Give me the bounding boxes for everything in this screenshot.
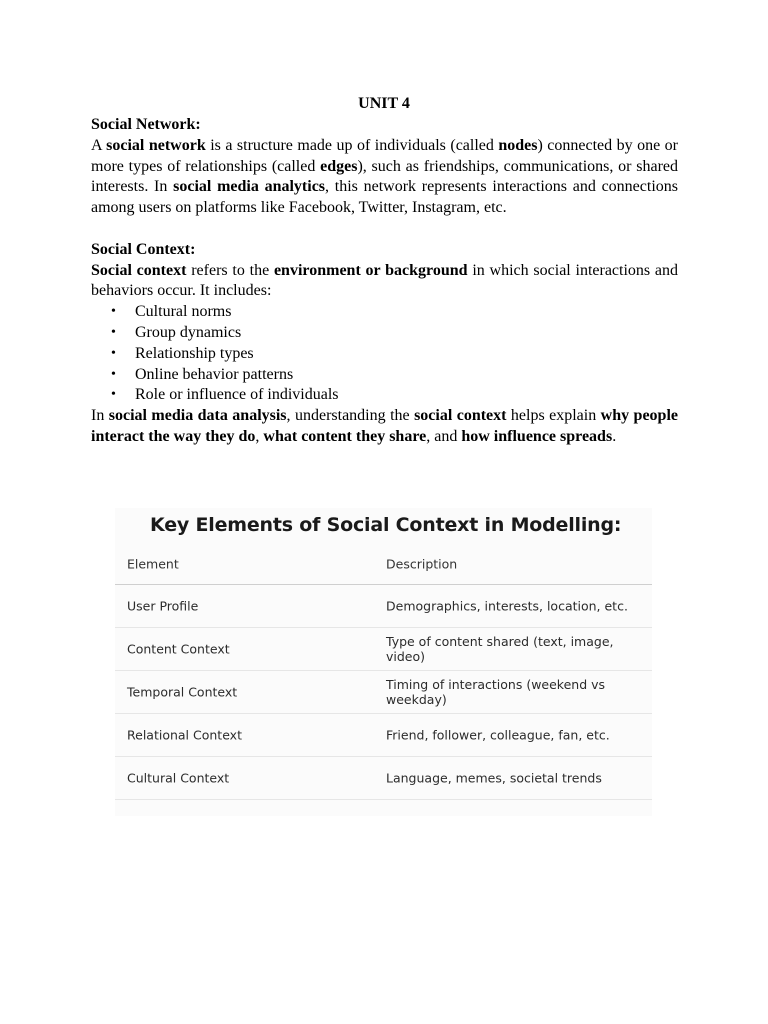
bullet-icon: •	[111, 366, 116, 382]
social-context-heading: Social Context:	[91, 240, 196, 258]
table-title: Key Elements of Social Context in Modelling:	[150, 514, 622, 536]
table-cell-description: Type of content shared (text, image, video)	[386, 634, 614, 664]
table-cell-element: User Profile	[127, 598, 199, 614]
paragraph-spacer	[91, 219, 678, 240]
table-row	[115, 757, 652, 800]
list-item-text: Group dynamics	[135, 323, 242, 341]
social-network-paragraph	[91, 136, 678, 219]
table-cell-element: Temporal Context	[127, 684, 238, 700]
bullet-icon: •	[111, 304, 116, 320]
text-run: , and	[426, 427, 462, 445]
text-run: is a structure made up of individuals (called	[205, 136, 499, 154]
text-run: in which social interactions and behaviors occur. It includes:	[91, 261, 679, 300]
bold-term: edges	[320, 157, 358, 175]
text-run: ), such as friendships, communications, or shared interests. In	[91, 157, 679, 196]
table-cell-description: Timing of interactions (weekend vs weekday)	[386, 677, 606, 707]
bullet-icon: •	[111, 324, 116, 340]
table-cell-element: Cultural Context	[127, 770, 230, 786]
bold-term: Social context	[91, 261, 187, 279]
body-text	[91, 115, 678, 448]
bold-term: environment or background	[273, 261, 468, 279]
text-run: ,	[255, 427, 264, 445]
bold-term: social media analytics	[173, 178, 326, 196]
table-cell-description: Friend, follower, colleague, fan, etc.	[386, 727, 610, 743]
text-run: A	[91, 136, 107, 154]
list-item	[91, 385, 678, 406]
bullet-icon: •	[111, 387, 116, 403]
column-header-description: Description	[386, 556, 458, 572]
social-network-heading: Social Network:	[91, 116, 201, 133]
table-row	[115, 585, 652, 628]
table-row	[115, 628, 652, 671]
bold-term: social media data analysis	[108, 407, 287, 425]
table-row	[115, 714, 652, 757]
text-run: In	[91, 407, 109, 425]
column-header-element: Element	[127, 556, 179, 572]
social-context-list	[91, 302, 678, 406]
list-item-text: Online behavior patterns	[135, 365, 294, 383]
bold-term: social context	[414, 407, 507, 425]
unit-title: UNIT 4	[358, 95, 410, 112]
bold-term: nodes	[498, 136, 538, 154]
list-item	[91, 365, 678, 386]
table-header-row	[115, 544, 652, 585]
bold-term: why people interact the way they do	[91, 407, 679, 445]
key-elements-table-image	[115, 508, 652, 816]
list-item	[91, 302, 678, 323]
bold-term: how influence spreads	[461, 427, 613, 445]
text-run: ) connected by one or more types of relationships (called	[91, 136, 679, 175]
list-item	[91, 344, 678, 365]
list-item-text: Role or influence of individuals	[135, 386, 339, 404]
key-elements-table	[115, 544, 652, 800]
social-context-intro	[91, 261, 678, 303]
table-row	[115, 671, 652, 714]
bold-term: social network	[106, 136, 206, 154]
list-item	[91, 323, 678, 344]
table-cell-description: Demographics, interests, location, etc.	[386, 598, 628, 614]
list-item-text: Cultural norms	[135, 303, 232, 321]
list-item-text: Relationship types	[135, 344, 254, 362]
table-cell-element: Content Context	[127, 641, 230, 657]
text-run: , understanding the	[286, 407, 415, 425]
table-cell-element: Relational Context	[127, 727, 242, 743]
text-run: , this network represents interactions and connections among users on platforms like Facebook, Twitter, Instagram, etc.	[91, 178, 678, 217]
text-run: helps explain	[506, 407, 601, 425]
bullet-icon: •	[111, 345, 116, 361]
social-context-closing	[91, 406, 678, 448]
text-run: .	[612, 427, 617, 445]
text-run: refers to the	[186, 261, 274, 279]
table-cell-description: Language, memes, societal trends	[386, 770, 602, 786]
bold-term: what content they share	[263, 427, 427, 445]
